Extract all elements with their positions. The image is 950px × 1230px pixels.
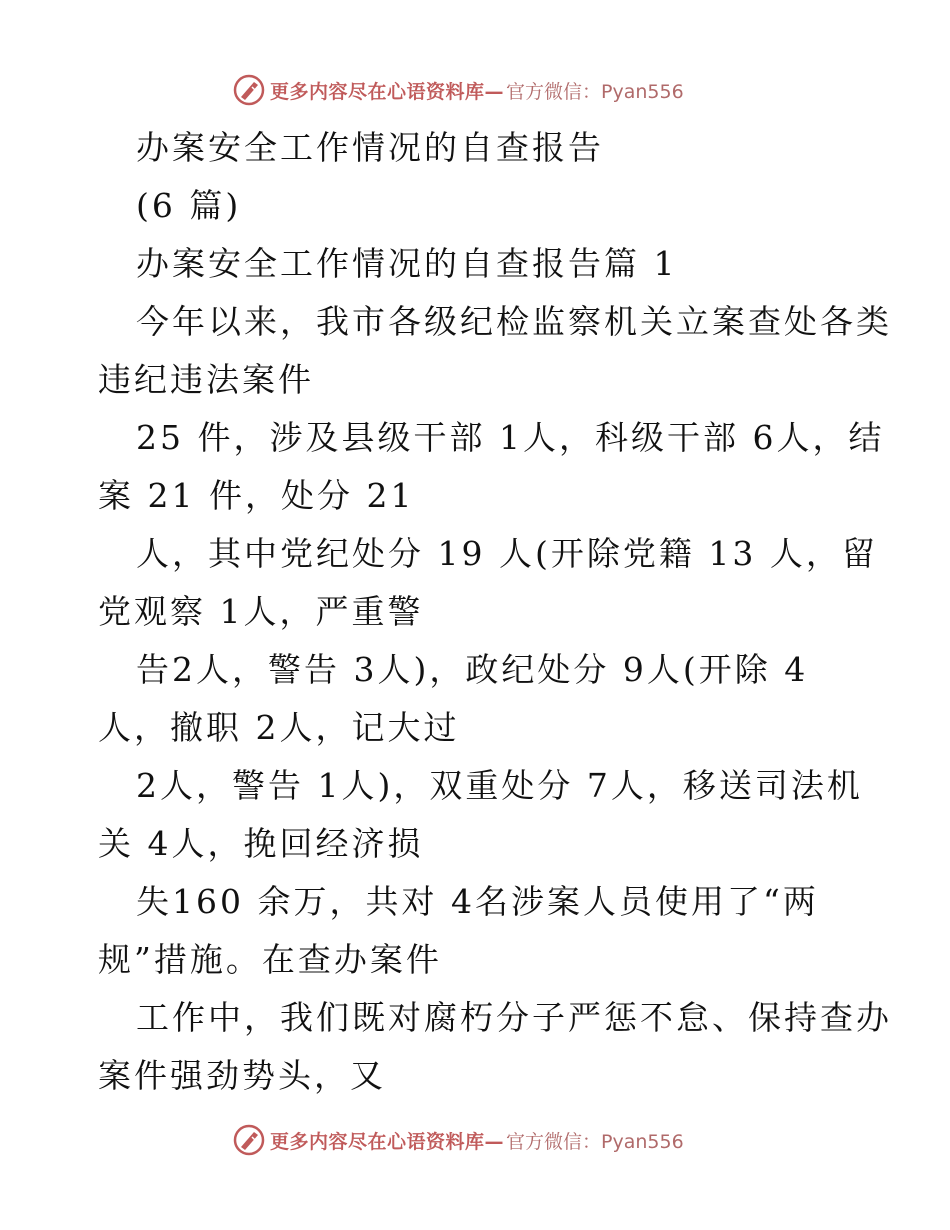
paragraph-line: 失160 余万，共对 4名涉案人员使用了“两 (136, 882, 819, 921)
paragraph-line: 案 21 件，处分 21 (98, 476, 415, 515)
paragraph-line: 2人，警告 1人)，双重处分 7人，移送司法机 (136, 766, 863, 805)
paragraph-line: 关 4人，挽回经济损 (98, 824, 424, 863)
banner-contact: 官方微信：Pyan556 (506, 1130, 684, 1153)
header-banner (232, 72, 684, 108)
banner-text: 更多内容尽在心语资料库— (270, 80, 505, 103)
quill-seal-icon (232, 73, 266, 107)
banner-text: 更多内容尽在心语资料库— (270, 1130, 505, 1153)
paragraph-line: 人，其中党纪处分 19 人(开除党籍 13 人，留 (136, 534, 878, 573)
paragraph-line: 规”措施。在查办案件 (98, 940, 442, 979)
paragraph-line: 25 件，涉及县级干部 1人，科级干部 6人，结 (136, 418, 885, 457)
paragraph-line: 案件强劲势头，又 (98, 1056, 386, 1095)
section-heading: 办案安全工作情况的自查报告篇 1 (136, 244, 678, 283)
paragraph-line: 工作中，我们既对腐朽分子严惩不怠、保持查办 (136, 998, 892, 1037)
document-subtitle: (6 篇) (136, 186, 242, 225)
paragraph-line: 人，撤职 2人，记大过 (98, 708, 460, 747)
paragraph-line: 今年以来，我市各级纪检监察机关立案查处各类 (136, 302, 892, 341)
paragraph-line: 告2人，警告 3人)，政纪处分 9人(开除 4 (136, 650, 809, 689)
banner-contact: 官方微信：Pyan556 (506, 80, 684, 103)
document-title: 办案安全工作情况的自查报告 (136, 128, 604, 167)
footer-banner (232, 1122, 684, 1158)
paragraph-line: 党观察 1人，严重警 (98, 592, 424, 631)
paragraph-line: 违纪违法案件 (98, 360, 314, 399)
quill-seal-icon (232, 1123, 266, 1157)
